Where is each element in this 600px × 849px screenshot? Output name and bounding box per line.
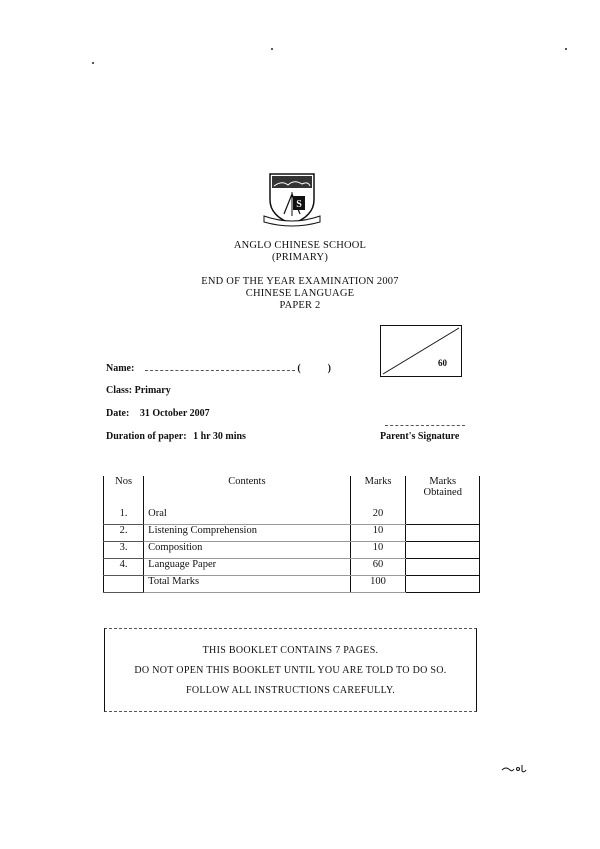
name-label: Name: xyxy=(106,363,135,374)
total-label: Total Marks xyxy=(144,576,350,593)
school-name: ANGLO CHINESE SCHOOL xyxy=(233,240,367,251)
row-obtained-cell[interactable] xyxy=(406,559,480,576)
table-header-row xyxy=(104,476,480,508)
row-marks: 10 xyxy=(350,542,406,559)
score-total: 60 xyxy=(438,358,447,368)
header-contents: Contents xyxy=(144,476,350,508)
table-total-row xyxy=(104,576,480,593)
row-obtained-cell[interactable] xyxy=(406,542,480,559)
school-section: (PRIMARY) xyxy=(271,252,329,263)
exam-title: END OF THE YEAR EXAMINATION 2007 xyxy=(201,276,399,287)
duration-field xyxy=(106,431,246,442)
notice-line-pages: THIS BOOKLET CONTAINS 7 PAGES. xyxy=(202,645,379,656)
row-no: 1. xyxy=(104,508,144,525)
duration-value: 1 hr 30 mins xyxy=(193,431,246,442)
row-marks: 10 xyxy=(350,525,406,542)
marks-table xyxy=(103,476,480,593)
table-row xyxy=(104,559,480,576)
header-nos: Nos xyxy=(104,476,144,508)
table-row xyxy=(104,508,480,525)
table-row xyxy=(104,542,480,559)
date-field xyxy=(106,408,210,419)
total-no-cell xyxy=(104,576,144,593)
row-obtained-cell[interactable] xyxy=(406,508,480,525)
score-box xyxy=(380,325,462,377)
row-content: Composition xyxy=(144,542,350,559)
duration-label: Duration of paper: xyxy=(106,431,187,442)
row-marks: 60 xyxy=(350,559,406,576)
row-no: 3. xyxy=(104,542,144,559)
row-no: 4. xyxy=(104,559,144,576)
total-marks: 100 xyxy=(350,576,406,593)
class-field[interactable] xyxy=(106,385,171,396)
header-marks: Marks xyxy=(350,476,406,508)
notice-line-do-not-open: DO NOT OPEN THIS BOOKLET UNTIL YOU ARE TOLD TO DO SO. xyxy=(134,665,447,676)
signature-line[interactable] xyxy=(385,425,465,426)
header-marks-obtained: Marks Obtained xyxy=(406,476,480,508)
school-crest-icon xyxy=(262,170,322,230)
index-bracket-close: ) xyxy=(327,363,332,374)
row-content: Oral xyxy=(144,508,350,525)
row-obtained-cell[interactable] xyxy=(406,525,480,542)
index-bracket-open: ( xyxy=(297,363,301,374)
row-marks: 20 xyxy=(350,508,406,525)
table-row xyxy=(104,525,480,542)
instructions-box xyxy=(104,628,477,712)
date-label: Date: xyxy=(106,408,130,419)
name-field[interactable] xyxy=(106,362,331,374)
row-content: Language Paper xyxy=(144,559,350,576)
row-content: Listening Comprehension xyxy=(144,525,350,542)
total-obtained-cell[interactable] xyxy=(406,576,480,593)
subject-title: CHINESE LANGUAGE xyxy=(245,288,355,299)
class-label: Class: Primary xyxy=(106,385,171,396)
handwritten-mark xyxy=(500,762,528,777)
svg-text:S: S xyxy=(296,199,302,210)
signature-label: Parent's Signature xyxy=(380,431,460,442)
paper-title: PAPER 2 xyxy=(279,300,321,311)
date-value: 31 October 2007 xyxy=(139,408,210,419)
notice-line-follow: FOLLOW ALL INSTRUCTIONS CAREFULLY. xyxy=(185,685,396,696)
name-blank[interactable] xyxy=(145,362,295,371)
row-no: 2. xyxy=(104,525,144,542)
